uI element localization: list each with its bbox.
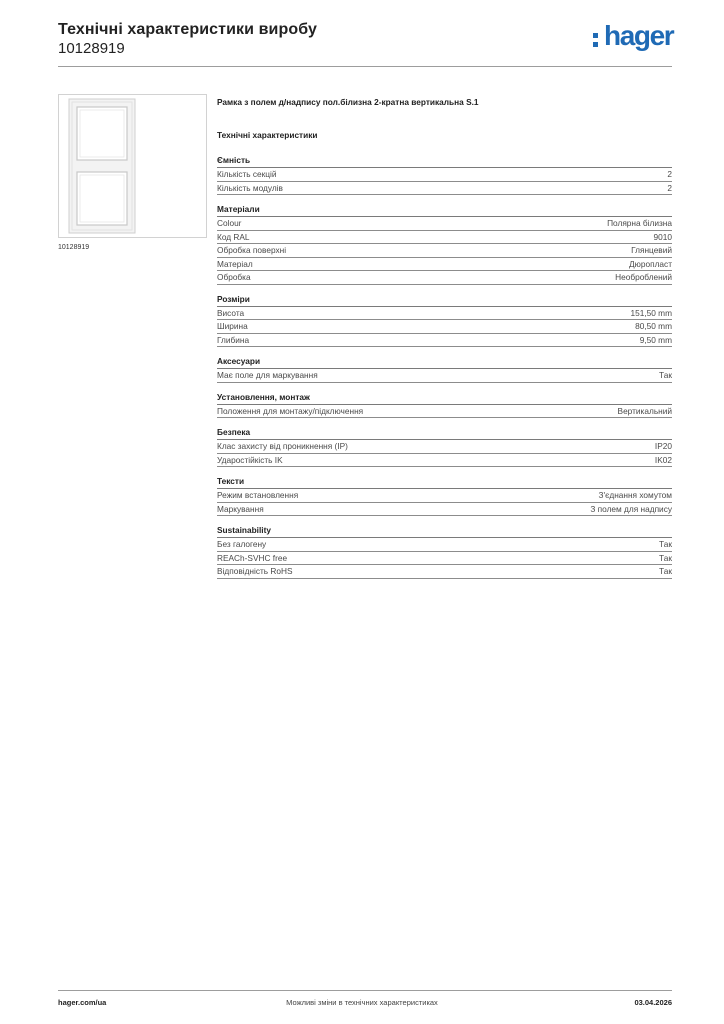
- spec-row: [217, 217, 672, 231]
- spec-value: Полярна білизна: [607, 218, 672, 228]
- spec-section: [217, 356, 672, 383]
- spec-panel: [217, 97, 672, 588]
- spec-section: [217, 427, 672, 467]
- spec-row: [217, 320, 672, 334]
- spec-section: [217, 155, 672, 195]
- spec-label: Colour: [217, 218, 242, 228]
- section-title: Sustainability: [217, 525, 672, 538]
- spec-value: Так: [659, 566, 672, 576]
- product-image: [58, 94, 207, 238]
- spec-label: Код RAL: [217, 231, 250, 242]
- spec-row: [217, 307, 672, 321]
- spec-label: Матеріал: [217, 258, 253, 269]
- section-title: Установлення, монтаж: [217, 392, 672, 405]
- spec-row: [217, 552, 672, 566]
- logo-text: hager: [604, 20, 674, 51]
- spec-row: [217, 271, 672, 285]
- spec-value: IP20: [654, 441, 672, 451]
- section-title: Безпека: [217, 427, 672, 440]
- header-divider: [58, 66, 672, 67]
- footer-date: 03.04.2026: [634, 998, 672, 1007]
- spec-label: Ширина: [217, 321, 248, 331]
- spec-row: [217, 231, 672, 245]
- spec-label: Обробка: [217, 272, 251, 282]
- spec-value: Так: [659, 552, 672, 563]
- spec-row: [217, 503, 672, 517]
- spec-value: З'єднання хомутом: [598, 490, 672, 500]
- logo-dot-bottom: [593, 42, 598, 47]
- spec-value: Необроблений: [615, 272, 672, 282]
- spec-label: Кількість модулів: [217, 182, 283, 193]
- tech-title: Технічні характеристики: [217, 130, 318, 140]
- spec-row: [217, 334, 672, 348]
- spec-value: 9010: [653, 231, 672, 242]
- footer-divider: [58, 990, 672, 991]
- spec-label: Режим встановлення: [217, 490, 299, 500]
- spec-label: Положення для монтажу/підключення: [217, 405, 364, 416]
- page-title: Технічні характеристики виробу: [58, 21, 317, 38]
- spec-row: [217, 244, 672, 258]
- spec-section: [217, 525, 672, 579]
- spec-row: [217, 454, 672, 468]
- spec-label: Відповідність RoHS: [217, 566, 293, 576]
- footer-website: hager.com/ua: [58, 998, 107, 1007]
- spec-label: Без галогену: [217, 539, 267, 549]
- section-title: Аксесуари: [217, 356, 672, 369]
- spec-section: [217, 392, 672, 419]
- spec-section: [217, 204, 672, 285]
- spec-label: Клас захисту від проникнення (IP): [217, 441, 348, 451]
- spec-value: IK02: [654, 454, 672, 465]
- spec-value: Вертикальний: [617, 405, 672, 416]
- spec-label: REACh-SVHC free: [217, 552, 288, 563]
- spec-row: [217, 538, 672, 552]
- spec-value: 9,50 mm: [639, 334, 672, 345]
- spec-label: Маркування: [217, 503, 264, 514]
- product-title: Рамка з полем д/надпису пол.білизна 2-кратна вертикальна S.1: [217, 97, 479, 107]
- spec-section: [217, 476, 672, 516]
- spec-value: 80,50 mm: [635, 321, 672, 331]
- spec-row: [217, 565, 672, 579]
- footer-note: Можливі зміни в технічних характеристиках: [286, 998, 438, 1007]
- spec-value: Глянцевий: [631, 245, 672, 255]
- spec-sections: [217, 155, 672, 579]
- spec-row: [217, 258, 672, 272]
- spec-row: [217, 440, 672, 454]
- spec-value: Так: [659, 539, 672, 549]
- spec-value: 2: [667, 169, 672, 179]
- spec-value: 151,50 mm: [630, 307, 672, 318]
- spec-row: [217, 369, 672, 383]
- section-title: Тексти: [217, 476, 672, 489]
- section-title: Розміри: [217, 294, 672, 307]
- product-code: 10128919: [58, 40, 125, 57]
- spec-row: [217, 168, 672, 182]
- spec-row: [217, 405, 672, 419]
- frame-illustration: [59, 95, 206, 237]
- spec-label: Обробка поверхні: [217, 245, 287, 255]
- spec-section: [217, 294, 672, 348]
- spec-label: Має поле для маркування: [217, 370, 318, 380]
- spec-label: Глибина: [217, 334, 250, 345]
- spec-label: Кількість секцій: [217, 169, 277, 179]
- section-title: Матеріали: [217, 204, 672, 217]
- spec-label: Ударостійкість IK: [217, 454, 283, 465]
- image-caption: 10128919: [58, 244, 90, 251]
- logo-dot-top: [593, 33, 598, 38]
- spec-label: Висота: [217, 307, 245, 318]
- spec-value: Дюропласт: [629, 258, 672, 269]
- spec-row: [217, 489, 672, 503]
- spec-value: Так: [659, 370, 672, 380]
- spec-value: 2: [667, 182, 672, 193]
- spec-value: З полем для надпису: [590, 503, 672, 514]
- section-title: Ємність: [217, 155, 672, 168]
- spec-row: [217, 182, 672, 196]
- hager-logo: [590, 20, 676, 58]
